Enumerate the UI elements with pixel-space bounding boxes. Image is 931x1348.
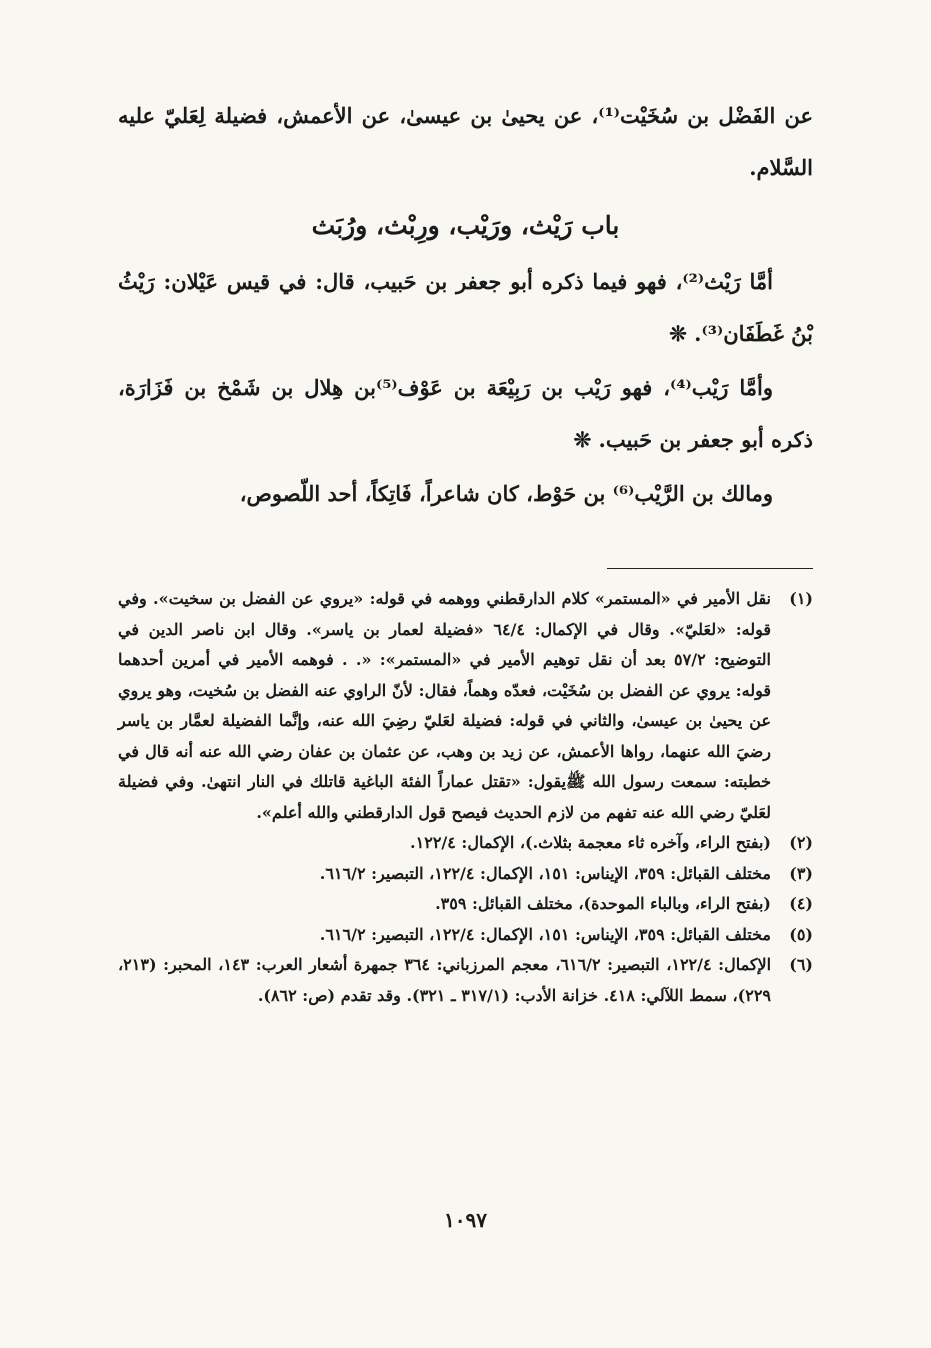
section-heading: باب رَيْث، ورَيْب، ورِبْث، ورُبَث	[311, 211, 620, 240]
footnote-2	[118, 828, 813, 859]
footnote-text: (بفتح الراء، وآخره ثاء معجمة بثلاث.)، الإكمال: ١٢٢/٤.	[410, 833, 771, 852]
footnote-number: (١)	[789, 589, 813, 608]
footnote-number: (٦)	[789, 955, 813, 974]
footnote-text: (بفتح الراء، وبالباء الموحدة)، مختلف القبائل: ٣٥٩.	[435, 894, 771, 913]
main-text	[118, 90, 813, 520]
paragraph-3: وأمَّا رَيْب⁽⁴⁾، فهو رَيْب بن رَبِيْعَة بن عَوْف⁽⁵⁾بن هِلال بن شَمْخ بن فَزَارَة، ذكره أبو جعفر بن حَبيب. ❊	[118, 375, 813, 452]
footnote-text: نقل الأمير في «المستمر» كلام الدارقطني ووهمه في قوله: «يروي عن الفضل بن سخيت». وفي قوله: «لعَليّ». وقال في الإكمال: ٦٤/٤ «فضيلة لعمار بن ياسر». وقال ابن ناصر الدين في التوضيح: ٥٧/٢ بعد أن نقل توهيم الأمير في «المستمر»: «. . فوهمه الأمير في أمرين أحدهما قوله: يروي عن الفضل بن سُخَيْت، فعدّه وهماً، فقال: لأنّ الراوي عنه الفضل بن سُخيت، وهو يروي عن يحيىٰ بن عيسىٰ، والثاني في قوله: فضيلة لعَليّ رضِيَ الله عنه، وإنَّما الفضيلة لعمَّار بن ياسر رضيَ الله عنهما، رواها الأعمش، عن زيد بن وهب، عن عثمان بن عفان رضي الله عنه أنه قال في خطبته: سمعت رسول الله ﷺيقول: «تقتل عماراً الفئة الباغية قاتلك في النار انتهىٰ. وفي فضيلة لعَليّ رضي الله عنه تفهم من لازم الحديث فيصح قول الدارقطني والله أعلم».	[118, 589, 772, 822]
footnotes	[118, 584, 813, 1011]
footnote-4	[118, 889, 813, 920]
footnote-text: مختلف القبائل: ٣٥٩، الإيناس: ١٥١، الإكمال: ١٢٢/٤، التبصير: ٦١٦/٢.	[319, 924, 771, 944]
footnote-5	[118, 920, 813, 951]
footnote-number: (٤)	[789, 894, 813, 913]
footnote-number: (٥)	[789, 924, 813, 944]
paragraph-4: ومالك بن الرَّيْب⁽⁶⁾ بن حَوْط، كان شاعراً، فَاتِكاً، أحد اللّصوص،	[239, 481, 773, 506]
footnote-number: (٢)	[789, 833, 813, 852]
footnote-3	[118, 859, 813, 890]
footnote-1	[118, 584, 813, 828]
footnote-text: مختلف القبائل: ٣٥٩، الإيناس: ١٥١، الإكمال: ١٢٢/٤، التبصير: ٦١٦/٢.	[319, 863, 771, 883]
page-number: ١٠٩٧	[444, 1208, 487, 1232]
footnote-divider	[607, 568, 813, 569]
footnote-6	[118, 950, 813, 1011]
footnote-number: (٣)	[789, 863, 813, 883]
footnote-text: الإكمال: ١٢٢/٤، التبصير: ٦١٦/٢، معجم المرزباني: ٣٦٤ جمهرة أشعار العرب: ١٤٣، المحبر: (٢١٣، ٢٢٩)، سمط اللآلي: ٤١٨. خزانة الأدب: (٣١٧/١ ـ ٣٢١). وقد تقدم (ص: ٨٦٢).	[118, 955, 772, 1005]
paragraph-1: عن الفَضْل بن سُخَيْت⁽¹⁾، عن يحيىٰ بن عيسىٰ، عن الأعمش، فضيلة لِعَليّ عليه السَّلام.	[118, 103, 813, 180]
paragraph-2: أمَّا رَيْث⁽²⁾، فهو فيما ذكره أبو جعفر بن حَبيب، قال: في قيس عَيْلان: رَيْثُ بْنُ غَطَفَان⁽³⁾. ❊	[118, 269, 813, 346]
